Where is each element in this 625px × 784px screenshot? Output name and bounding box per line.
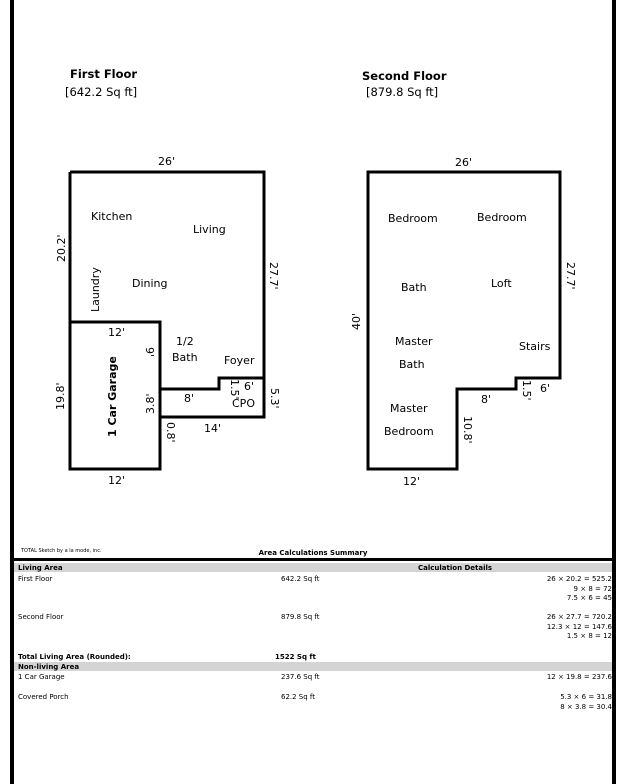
second-floor-title: Second Floor [362,69,447,83]
room-living: Living [193,223,226,236]
first-floor-area-value: 642.2 Sq ft [281,575,320,583]
dim-porch-notch-w: 6' [244,380,255,393]
dim-porch-right: 5.3' [268,388,281,409]
calc-line: 7.5 × 6 = 45 [566,594,612,602]
second-floor-calc [547,613,612,642]
room-kitchen: Kitchen [91,210,133,223]
room-loft: Loft [491,277,512,290]
room-dining: Dining [132,277,168,290]
second-floor-area: [879.8 Sq ft] [366,85,439,99]
second-floor-plan [350,69,577,488]
second-floor-area-value: 879.8 Sq ft [281,613,320,621]
sketch-credit: TOTAL Sketch by a la mode, inc. [21,548,102,554]
room-master-bath-line1: Master [395,335,433,348]
dim-second-top: 26' [455,156,473,169]
room-half-bath-line2: Bath [172,351,198,364]
dim-porch-notch-h: 1.5' [228,379,241,400]
first-floor-calc [547,575,612,604]
dim-first-left-upper: 20.2' [55,234,68,262]
calc-line: 12 × 19.8 = 237.6 [546,673,612,681]
calc-line: 1.5 × 8 = 12 [566,632,612,640]
room-bedroom-1: Bedroom [388,212,438,225]
room-bath: Bath [401,281,427,294]
first-floor-area: [642.2 Sq ft] [65,85,138,99]
room-stairs: Stairs [519,340,551,353]
room-laundry: Laundry [89,267,102,312]
dim-garage-inner2: 3.8' [144,393,157,414]
calc-line: 8 × 3.8 = 30.4 [560,702,612,711]
calc-line: 26 × 20.2 = 525.2 [546,575,612,583]
second-floor-label: Second Floor [18,613,64,621]
room-foyer: Foyer [224,354,255,367]
dim-garage-bottom: 12' [108,474,126,487]
dim-second-notch-w: 6' [540,382,551,395]
garage-calc [547,673,612,683]
porch-area-value: 62.2 Sq ft [281,693,316,701]
porch-calc [560,693,612,712]
room-master-bath-line2: Bath [399,358,425,371]
nonliving-area-band [14,662,612,671]
total-living-label: Total Living Area (Rounded): [18,653,131,661]
nonliving-area-header: Non-living Area [18,663,80,671]
first-floor-title: First Floor [70,67,138,81]
summary-title: Area Calculations Summary [258,549,368,557]
living-area-band [14,563,612,572]
total-living-value: 1522 Sq ft [275,653,316,661]
dim-second-left: 40' [350,312,363,330]
room-half-bath-line1: 1/2 [176,335,194,348]
room-master-bedroom-line2: Bedroom [384,425,434,438]
dim-garage-inner: 9' [143,347,156,358]
dim-second-right: 27.7' [564,262,577,290]
room-master-bedroom-line1: Master [390,402,428,415]
dim-porch-top: 8' [184,392,195,405]
dim-second-notch-h: 1.5' [520,380,533,401]
room-garage: 1 Car Garage [106,356,119,437]
first-floor-label: First Floor [18,575,53,583]
living-area-header: Living Area [18,564,63,572]
calc-line: 9 × 8 = 72 [573,584,612,593]
garage-area-value: 237.6 Sq ft [281,673,320,681]
dim-second-bottom: 12' [403,475,421,488]
garage-label: 1 Car Garage [18,673,65,681]
dim-porch-bottom: 14' [204,422,222,435]
porch-label: Covered Porch [18,693,69,701]
dim-first-top: 26' [158,155,176,168]
room-cpo: CPO [232,397,255,410]
calc-line: 12.3 × 12 = 147.6 [546,622,612,631]
first-floor-plan [54,67,281,487]
dim-garage-left: 19.8' [54,382,67,410]
calc-line: 5.3 × 6 = 31.8 [560,693,612,701]
calc-details-header: Calculation Details [418,564,493,572]
calc-line: 26 × 27.7 = 720.2 [546,613,612,621]
dim-porch-left: 0.8' [164,422,177,443]
summary-rule [14,558,612,561]
room-bedroom-2: Bedroom [477,211,527,224]
dim-first-right: 27.7' [267,262,280,290]
dim-second-step-w: 8' [481,393,492,406]
dim-second-step-h: 10.8' [461,416,474,444]
dim-garage-top: 12' [108,326,126,339]
